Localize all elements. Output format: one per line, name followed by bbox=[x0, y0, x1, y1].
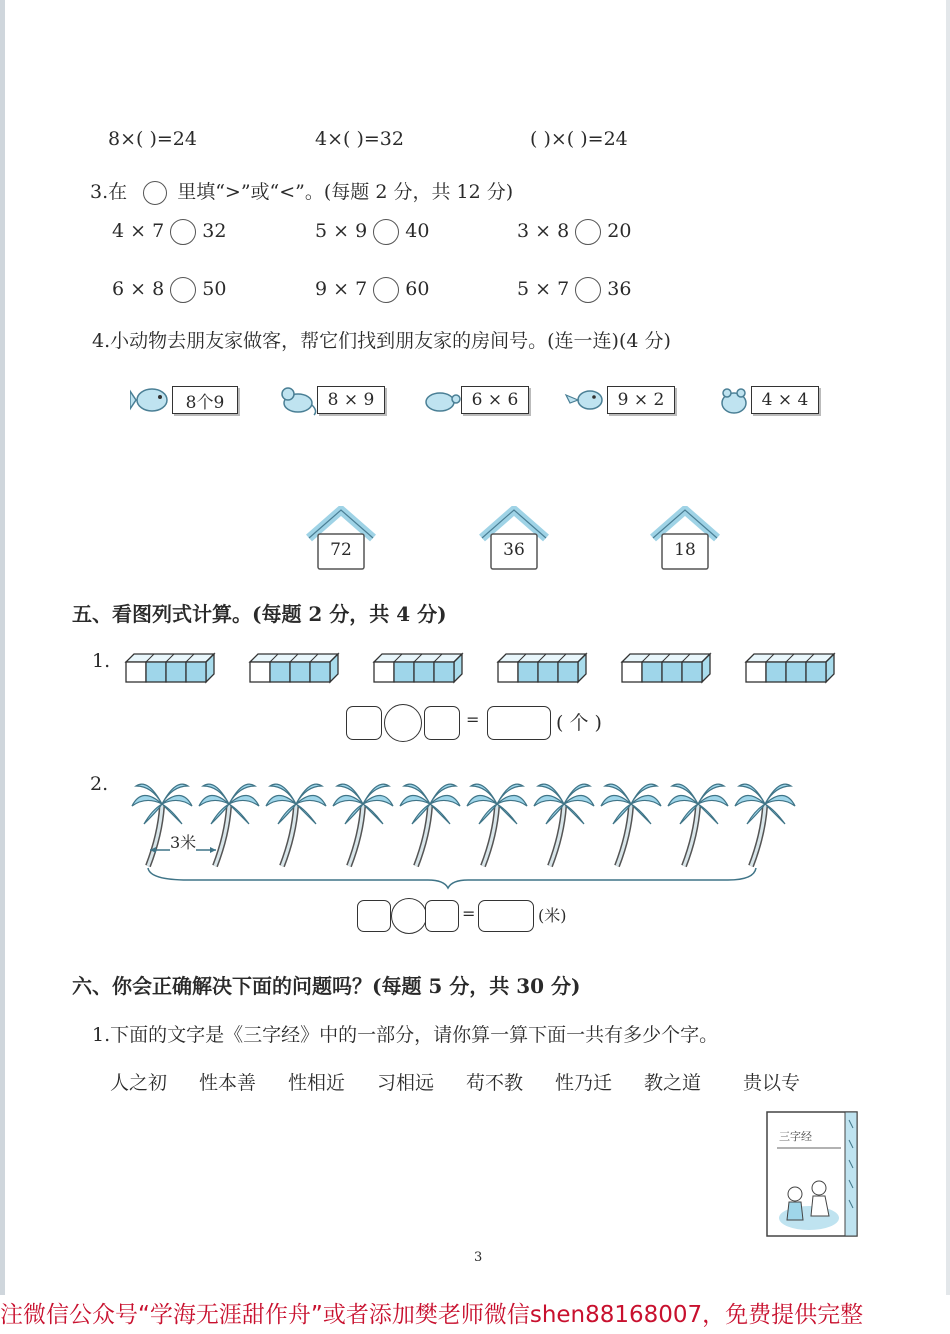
answer-circle[interactable] bbox=[373, 219, 399, 245]
animal-label-box: 9 × 2 bbox=[607, 386, 675, 414]
animal-label-box: 6 × 6 bbox=[461, 386, 529, 414]
comparison-circle bbox=[143, 181, 167, 205]
q3-item-5: 9 × 7 60 bbox=[315, 277, 429, 303]
sec6-q1: 1.下面的文字是《三字经》中的一部分，请你算一算下面一共有多少个字。 bbox=[92, 1024, 719, 1046]
palm-tree-row bbox=[128, 776, 808, 891]
cube-groups bbox=[122, 650, 837, 684]
animal-label-box: 8个9 bbox=[172, 386, 238, 414]
equals-sign: = bbox=[462, 904, 476, 923]
section-6-title: 六、你会正确解决下面的问题吗？(每题 5 分，共 30 分) bbox=[72, 974, 581, 998]
phrase: 性相近 bbox=[288, 1072, 346, 1094]
answer-circle[interactable] bbox=[575, 219, 601, 245]
phrase: 习相远 bbox=[377, 1072, 435, 1094]
phrase: 教之道 bbox=[644, 1072, 702, 1094]
sec5-q1-num: 1. bbox=[92, 650, 111, 672]
house-icon bbox=[649, 506, 721, 572]
house-icon bbox=[305, 506, 377, 572]
q3-title: 3.在 里填“>”或“<”。(每题 2 分，共 12 分) bbox=[90, 181, 514, 203]
house-icon bbox=[478, 506, 550, 572]
operator-circle[interactable] bbox=[391, 898, 427, 934]
animal-label-box: 8 × 9 bbox=[317, 386, 385, 414]
q3-item-1: 4 × 7 32 bbox=[112, 219, 226, 245]
book-illustration bbox=[765, 1110, 859, 1238]
house-72: 72 bbox=[305, 506, 377, 572]
phrase: 性乃迁 bbox=[555, 1072, 613, 1094]
phrase: 贵以专 bbox=[743, 1072, 801, 1094]
mouse-icon bbox=[276, 383, 318, 417]
animal-label-box: 4 × 4 bbox=[751, 386, 819, 414]
footer-banner bbox=[0, 1296, 950, 1334]
equals-sign: = bbox=[466, 710, 480, 729]
house-36: 36 bbox=[478, 506, 550, 572]
page-edge-left bbox=[0, 0, 5, 1295]
phrase: 性本善 bbox=[199, 1072, 257, 1094]
q3-item-2: 5 × 9 40 bbox=[315, 219, 429, 245]
turtle-icon bbox=[420, 385, 462, 415]
q4-title: 4.小动物去朋友家做客，帮它们找到朋友家的房间号。(连一连)(4 分) bbox=[92, 330, 671, 352]
frog-icon bbox=[716, 384, 752, 416]
house-18: 18 bbox=[649, 506, 721, 572]
footer-text: 注微信公众号“学海无涯甜作舟”或者添加樊老师微信shen88168007，免费提供完整 bbox=[0, 1302, 864, 1328]
phrase: 苟不教 bbox=[466, 1072, 524, 1094]
answer-box[interactable] bbox=[357, 900, 391, 932]
answer-box[interactable] bbox=[424, 706, 460, 740]
q3-item-3: 3 × 8 20 bbox=[517, 219, 631, 245]
unit-label: (米) bbox=[538, 906, 567, 925]
unit-label: ( 个 ) bbox=[556, 712, 602, 734]
book-title: 三字经 bbox=[779, 1130, 812, 1143]
fish-icon bbox=[130, 383, 172, 417]
answer-box[interactable] bbox=[346, 706, 382, 740]
q3-item-4: 6 × 8 50 bbox=[112, 277, 226, 303]
result-box[interactable] bbox=[478, 900, 534, 932]
page-edge-right bbox=[946, 0, 950, 1295]
fill-blank-a: 8×( )=24 bbox=[108, 128, 197, 150]
answer-circle[interactable] bbox=[373, 277, 399, 303]
sec5-q2-num: 2. bbox=[90, 773, 109, 795]
distance-label: 3米 bbox=[170, 830, 196, 853]
answer-circle[interactable] bbox=[170, 277, 196, 303]
bird-icon bbox=[564, 385, 608, 415]
phrase: 人之初 bbox=[110, 1072, 168, 1094]
answer-circle[interactable] bbox=[170, 219, 196, 245]
operator-circle[interactable] bbox=[384, 704, 422, 742]
answer-box[interactable] bbox=[425, 900, 459, 932]
q3-item-6: 5 × 7 36 bbox=[517, 277, 631, 303]
page-number: 3 bbox=[474, 1250, 483, 1265]
fill-blank-c: ( )×( )=24 bbox=[530, 128, 628, 150]
section-5-title: 五、看图列式计算。(每题 2 分，共 4 分) bbox=[72, 602, 447, 626]
answer-circle[interactable] bbox=[575, 277, 601, 303]
result-box[interactable] bbox=[487, 706, 551, 740]
fill-blank-b: 4×( )=32 bbox=[315, 128, 404, 150]
